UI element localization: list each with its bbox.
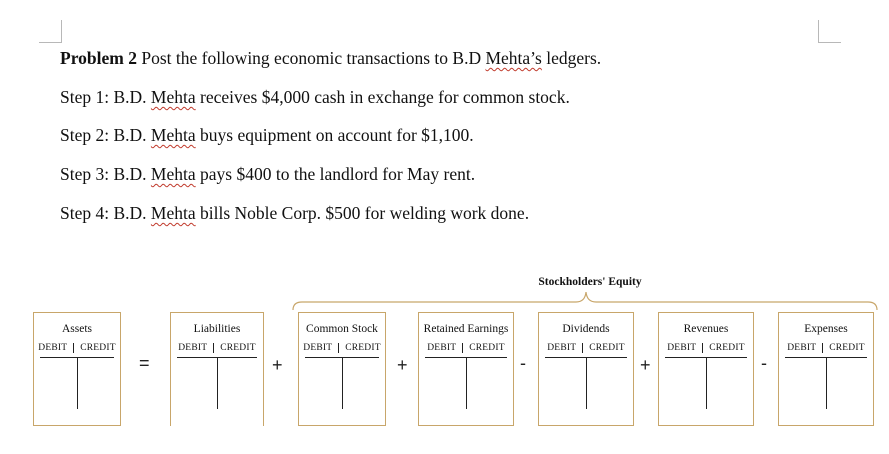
ledger-title: Expenses xyxy=(804,323,848,335)
step-4-name: Mehta xyxy=(150,203,196,223)
t-account-vline xyxy=(77,357,78,409)
t-account-vline xyxy=(586,357,587,409)
step-1-name: Mehta xyxy=(150,87,196,107)
company-name: Mehta’s xyxy=(485,48,542,68)
step-3 xyxy=(60,164,475,184)
ledger-common-stock xyxy=(298,312,386,426)
t-account-vline xyxy=(217,357,218,409)
credit-label: CREDIT xyxy=(469,343,505,353)
ledger-dividends xyxy=(538,312,634,426)
minus-operator: - xyxy=(761,353,767,373)
stockholders-equity-label: Stockholders' Equity xyxy=(538,276,642,288)
step-3-text: pays $400 to the landlord for May rent. xyxy=(195,164,476,184)
credit-label: CREDIT xyxy=(829,343,865,353)
ledger-expenses xyxy=(778,312,874,426)
ledger-assets xyxy=(33,312,121,426)
ledger-title: Liabilities xyxy=(193,323,241,335)
ledger-title: Retained Earnings xyxy=(423,323,509,335)
step-2-prefix: Step 2: B.D. xyxy=(60,125,151,145)
ledger-retained-earnings xyxy=(418,312,514,426)
t-account-vline xyxy=(342,357,343,409)
credit-label: CREDIT xyxy=(709,343,745,353)
page-corner-mark-right xyxy=(818,20,841,43)
credit-label: CREDIT xyxy=(220,343,256,353)
step-1 xyxy=(60,87,570,107)
t-account-vline xyxy=(466,357,467,409)
plus-operator: + xyxy=(397,355,408,375)
step-1-prefix: Step 1: B.D. xyxy=(60,87,151,107)
step-2-text: buys equipment on account for $1,100. xyxy=(195,125,474,145)
debit-label: DEBIT xyxy=(32,343,74,353)
step-4-prefix: Step 4: B.D. xyxy=(60,203,151,223)
step-2 xyxy=(60,125,474,145)
debit-label: DEBIT xyxy=(661,343,703,353)
equity-brace xyxy=(290,290,880,312)
ledger-liabilities xyxy=(170,312,264,426)
ledger-title: Revenues xyxy=(683,323,729,335)
minus-operator: - xyxy=(520,353,526,373)
step-4-text: bills Noble Corp. $500 for welding work done. xyxy=(195,203,530,223)
credit-label: CREDIT xyxy=(589,343,625,353)
step-3-name: Mehta xyxy=(150,164,196,184)
plus-operator: + xyxy=(272,355,283,375)
step-2-name: Mehta xyxy=(150,125,196,145)
step-3-prefix: Step 3: B.D. xyxy=(60,164,151,184)
plus-operator: + xyxy=(640,355,651,375)
equals-operator: = xyxy=(139,353,150,373)
step-1-text: receives $4,000 cash in exchange for common stock. xyxy=(195,87,570,107)
problem-intro-end: ledgers. xyxy=(541,48,602,68)
debit-label: DEBIT xyxy=(297,343,339,353)
debit-label: DEBIT xyxy=(421,343,463,353)
problem-statement xyxy=(60,48,601,68)
ledger-title: Assets xyxy=(61,323,93,335)
debit-label: DEBIT xyxy=(172,343,214,353)
debit-label: DEBIT xyxy=(541,343,583,353)
credit-label: CREDIT xyxy=(80,343,116,353)
ledger-title: Dividends xyxy=(562,323,610,335)
ledger-revenues xyxy=(658,312,754,426)
debit-label: DEBIT xyxy=(781,343,823,353)
problem-intro: Post the following economic transactions to B.D xyxy=(136,48,486,68)
credit-label: CREDIT xyxy=(345,343,381,353)
problem-heading: Problem 2 xyxy=(60,48,137,68)
step-4 xyxy=(60,203,529,223)
t-account-vline xyxy=(706,357,707,409)
page-corner-mark-left xyxy=(39,20,62,43)
ledger-title: Common Stock xyxy=(306,323,378,335)
t-account-vline xyxy=(826,357,827,409)
